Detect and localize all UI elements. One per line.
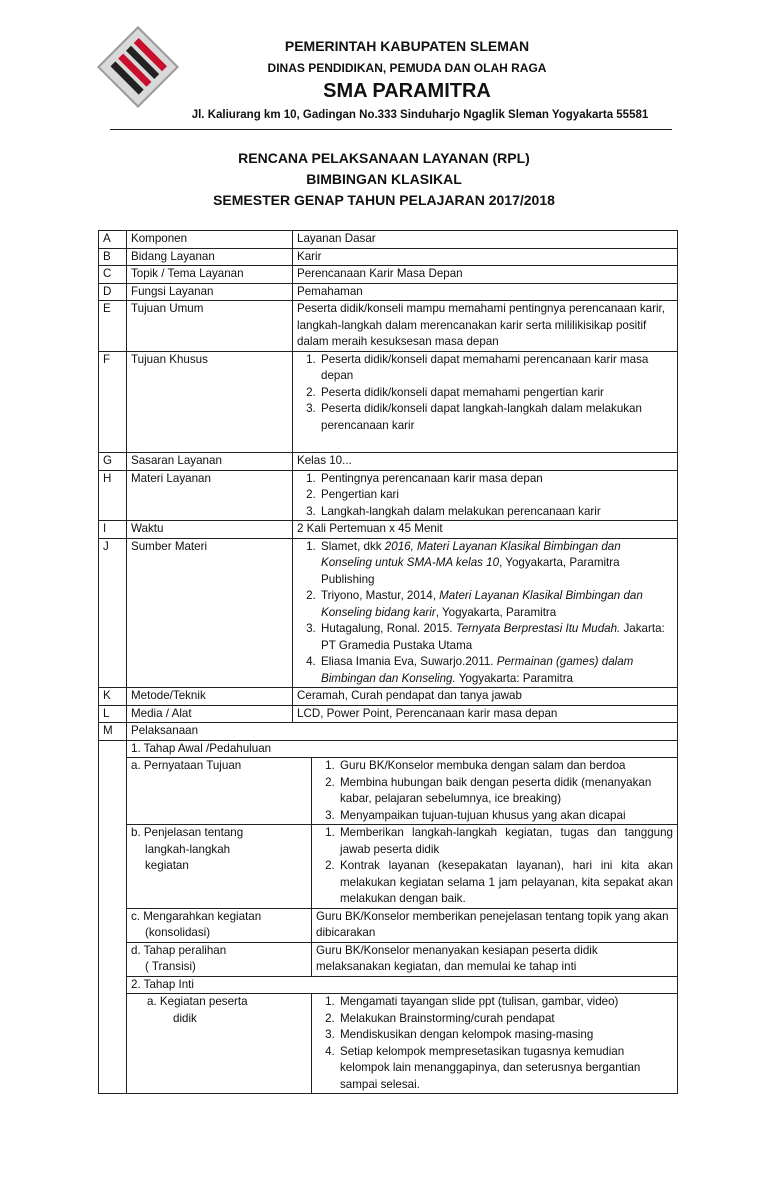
- step-label-line: a. Kegiatan peserta: [147, 995, 248, 1008]
- letterhead: [0, 0, 768, 135]
- step-label-line: langkah-langkah: [145, 842, 231, 856]
- row-label: Sumber Materi: [127, 538, 293, 688]
- reference-title: Ternyata Berprestasi Itu Mudah.: [455, 622, 621, 635]
- step-label: [127, 994, 312, 1094]
- reference-author: Hutagalung, Ronal. 2015.: [321, 622, 456, 635]
- table-row: [127, 908, 677, 942]
- row-label: Tujuan Khusus: [127, 351, 293, 453]
- list-item: 3. Langkah-langkah dalam melakukan perencanaan karir: [319, 504, 673, 521]
- step-label-line: b. Penjelasan tentang: [131, 826, 244, 839]
- pelaksanaan-table: [127, 741, 677, 1094]
- stage-heading: 2. Tahap Inti: [127, 976, 677, 994]
- reference-title: Permainan (games) dalam Bimbingan dan Konseling.: [321, 655, 634, 685]
- step-label-line: d. Tahap peralihan: [131, 943, 227, 957]
- document-subtitle: BIMBINGAN KLASIKAL: [306, 171, 462, 187]
- school-address: Jl. Kaliurang km 10, Gadingan No.333 Sinduharjo Ngaglik Sleman Yogyakarta 55581: [191, 109, 649, 121]
- pelaksanaan-section: [127, 740, 678, 1094]
- list-item: 2. Kontrak layanan (kesepakatan layanan), hari ini kita akan melakukan kegiatan selama 1 jam pelayanan, kita sepakat akan melakukan dengan baik.: [338, 858, 673, 908]
- row-code: L: [99, 705, 127, 723]
- list-item: 3. Peserta didik/konseli dapat langkah-langkah dalam melakukan perencanaan karir: [319, 401, 673, 434]
- reference-author: Triyono, Mastur, 2014,: [321, 589, 440, 602]
- school-name: SMA PARAMITRA: [323, 80, 491, 102]
- table-row: [127, 976, 677, 994]
- reference-author: Eliasa Imania Eva, Suwarjo.2011.: [321, 655, 497, 668]
- stage-heading: 1. Tahap Awal /Pedahuluan: [127, 741, 677, 758]
- row-code: F: [99, 351, 127, 453]
- step-label-line: ( Transisi): [145, 960, 196, 973]
- school-logo-icon: [95, 24, 181, 110]
- list-item: 3. Menyampaikan tujuan-tujuan khusus yang akan dicapai: [338, 808, 673, 825]
- row-code: D: [99, 283, 127, 301]
- table-row: [127, 741, 677, 758]
- row-value: [293, 351, 678, 453]
- government-name: PEMERINTAH KABUPATEN SLEMAN: [284, 38, 530, 54]
- step-label: [127, 942, 312, 976]
- table-row: [99, 453, 678, 471]
- table-row: [99, 351, 678, 453]
- list-item: 1. Memberikan langkah-langkah kegiatan, tugas dan tanggung jawab peserta didik: [338, 825, 673, 858]
- reference-item: [319, 539, 673, 589]
- row-label: Bidang Layanan: [127, 248, 293, 266]
- agency-name: DINAS PENDIDIKAN, PEMUDA DAN OLAH RAGA: [267, 61, 547, 75]
- row-code: [99, 740, 127, 1094]
- row-value: Kelas 10...: [293, 453, 678, 471]
- row-code: B: [99, 248, 127, 266]
- row-label: Fungsi Layanan: [127, 283, 293, 301]
- step-value: [312, 825, 678, 909]
- table-row: [99, 470, 678, 521]
- reference-item: [319, 588, 673, 621]
- table-row: [127, 994, 677, 1094]
- step-label-line: (konsolidasi): [145, 926, 211, 939]
- document-title: RENCANA PELAKSANAAN LAYANAN (RPL): [238, 150, 530, 166]
- table-row: [99, 723, 678, 741]
- row-value: Perencanaan Karir Masa Depan: [293, 266, 678, 284]
- row-code: J: [99, 538, 127, 688]
- document-semester: SEMESTER GENAP TAHUN PELAJARAN 2017/2018: [213, 192, 555, 208]
- table-row: [99, 248, 678, 266]
- step-label-line: c. Mengarahkan kegiatan: [131, 909, 262, 923]
- reference-author: Slamet, dkk: [321, 539, 385, 553]
- table-row: [127, 758, 677, 825]
- row-code: E: [99, 301, 127, 352]
- table-row: [99, 283, 678, 301]
- step-label: a. Pernyataan Tujuan: [127, 758, 312, 825]
- row-code: G: [99, 453, 127, 471]
- table-row: [99, 740, 678, 1094]
- step-label: [127, 825, 312, 909]
- step-label-line: didik: [173, 1011, 197, 1025]
- row-value: [293, 538, 678, 688]
- row-label: Topik / Tema Layanan: [127, 266, 293, 284]
- reference-title: 2016, Materi Layanan Klasikal Bimbingan dan Konseling untuk SMA-MA kelas 10: [321, 539, 621, 569]
- list-item: 3. Mendiskusikan dengan kelompok masing-masing: [338, 1027, 673, 1044]
- reference-title: Materi Layanan Klasikal Bimbingan dan Konseling bidang karir: [321, 589, 643, 619]
- row-label: Media / Alat: [127, 705, 293, 723]
- step-value: [312, 758, 678, 825]
- list-item: 1. Pentingnya perencanaan karir masa depan: [319, 471, 673, 488]
- table-row: [99, 266, 678, 284]
- reference-publisher: , Yogyakarta, Paramitra: [435, 605, 557, 619]
- list-item: 2. Pengertian kari: [319, 487, 673, 504]
- row-code: A: [99, 231, 127, 249]
- table-row: [99, 538, 678, 688]
- table-row: [99, 231, 678, 249]
- step-value: [312, 994, 678, 1094]
- step-value: Guru BK/Konselor menanyakan kesiapan peserta didik melaksanakan kegiatan, dan memulai ke tahap inti: [312, 942, 678, 976]
- table-row: [99, 688, 678, 706]
- row-label: Materi Layanan: [127, 470, 293, 521]
- table-row: [127, 942, 677, 976]
- row-value: LCD, Power Point, Perencanaan karir masa depan: [293, 705, 678, 723]
- row-label: Pelaksanaan: [127, 723, 678, 741]
- row-label: Tujuan Umum: [127, 301, 293, 352]
- list-item: 2. Peserta didik/konseli dapat memahami pengertian karir: [319, 385, 673, 402]
- reference-publisher: Jakarta: PT Gramedia Pustaka Utama: [321, 622, 665, 652]
- row-label: Metode/Teknik: [127, 688, 293, 706]
- table-row: [99, 301, 678, 352]
- row-value: [293, 470, 678, 521]
- row-label: Komponen: [127, 231, 293, 249]
- list-item: 1. Peserta didik/konseli dapat memahami perencanaan karir masa depan: [319, 352, 673, 385]
- table-row: [127, 825, 677, 909]
- list-item: 2. Melakukan Brainstorming/curah pendapat: [338, 1011, 673, 1028]
- step-label: [127, 908, 312, 942]
- row-code: K: [99, 688, 127, 706]
- row-code: I: [99, 521, 127, 539]
- row-code: C: [99, 266, 127, 284]
- row-value: Peserta didik/konseli mampu memahami pentingnya perencanaan karir, langkah-langkah dalam merencanakan karir serta mililikisikap positif dalam meraih kesuksesan masa depan: [293, 301, 678, 352]
- table-row: [99, 705, 678, 723]
- row-value: Ceramah, Curah pendapat dan tanya jawab: [293, 688, 678, 706]
- reference-publisher: Yogyakarta: Paramitra: [455, 671, 574, 685]
- row-label: Sasaran Layanan: [127, 453, 293, 471]
- row-value: 2 Kali Pertemuan x 45 Menit: [293, 521, 678, 539]
- row-label: Waktu: [127, 521, 293, 539]
- list-item: 4. Setiap kelompok mempresetasikan tugasnya kemudian kelompok lain menanggapinya, dan seterusnya bergantian sampai selesai.: [338, 1044, 673, 1094]
- step-value: Guru BK/Konselor memberikan penejelasan tentang topik yang akan dibicarakan: [312, 908, 678, 942]
- header-divider: [110, 129, 672, 130]
- rpl-table: [98, 230, 678, 1094]
- row-value: Layanan Dasar: [293, 231, 678, 249]
- list-item: 2. Membina hubungan baik dengan peserta didik (menanyakan kabar, pelajaran sebelumnya, ice breaking): [338, 775, 673, 808]
- list-item: 1. Guru BK/Konselor membuka dengan salam dan berdoa: [338, 758, 673, 775]
- row-code: H: [99, 470, 127, 521]
- reference-item: [319, 621, 673, 654]
- table-row: [99, 521, 678, 539]
- row-code: M: [99, 723, 127, 741]
- row-value: Pemahaman: [293, 283, 678, 301]
- reference-publisher: , Yogyakarta, Paramitra Publishing: [321, 556, 620, 586]
- row-value: Karir: [293, 248, 678, 266]
- reference-item: [319, 654, 673, 687]
- list-item: 1. Mengamati tayangan slide ppt (tulisan, gambar, video): [338, 994, 673, 1011]
- step-label-line: kegiatan: [145, 859, 189, 872]
